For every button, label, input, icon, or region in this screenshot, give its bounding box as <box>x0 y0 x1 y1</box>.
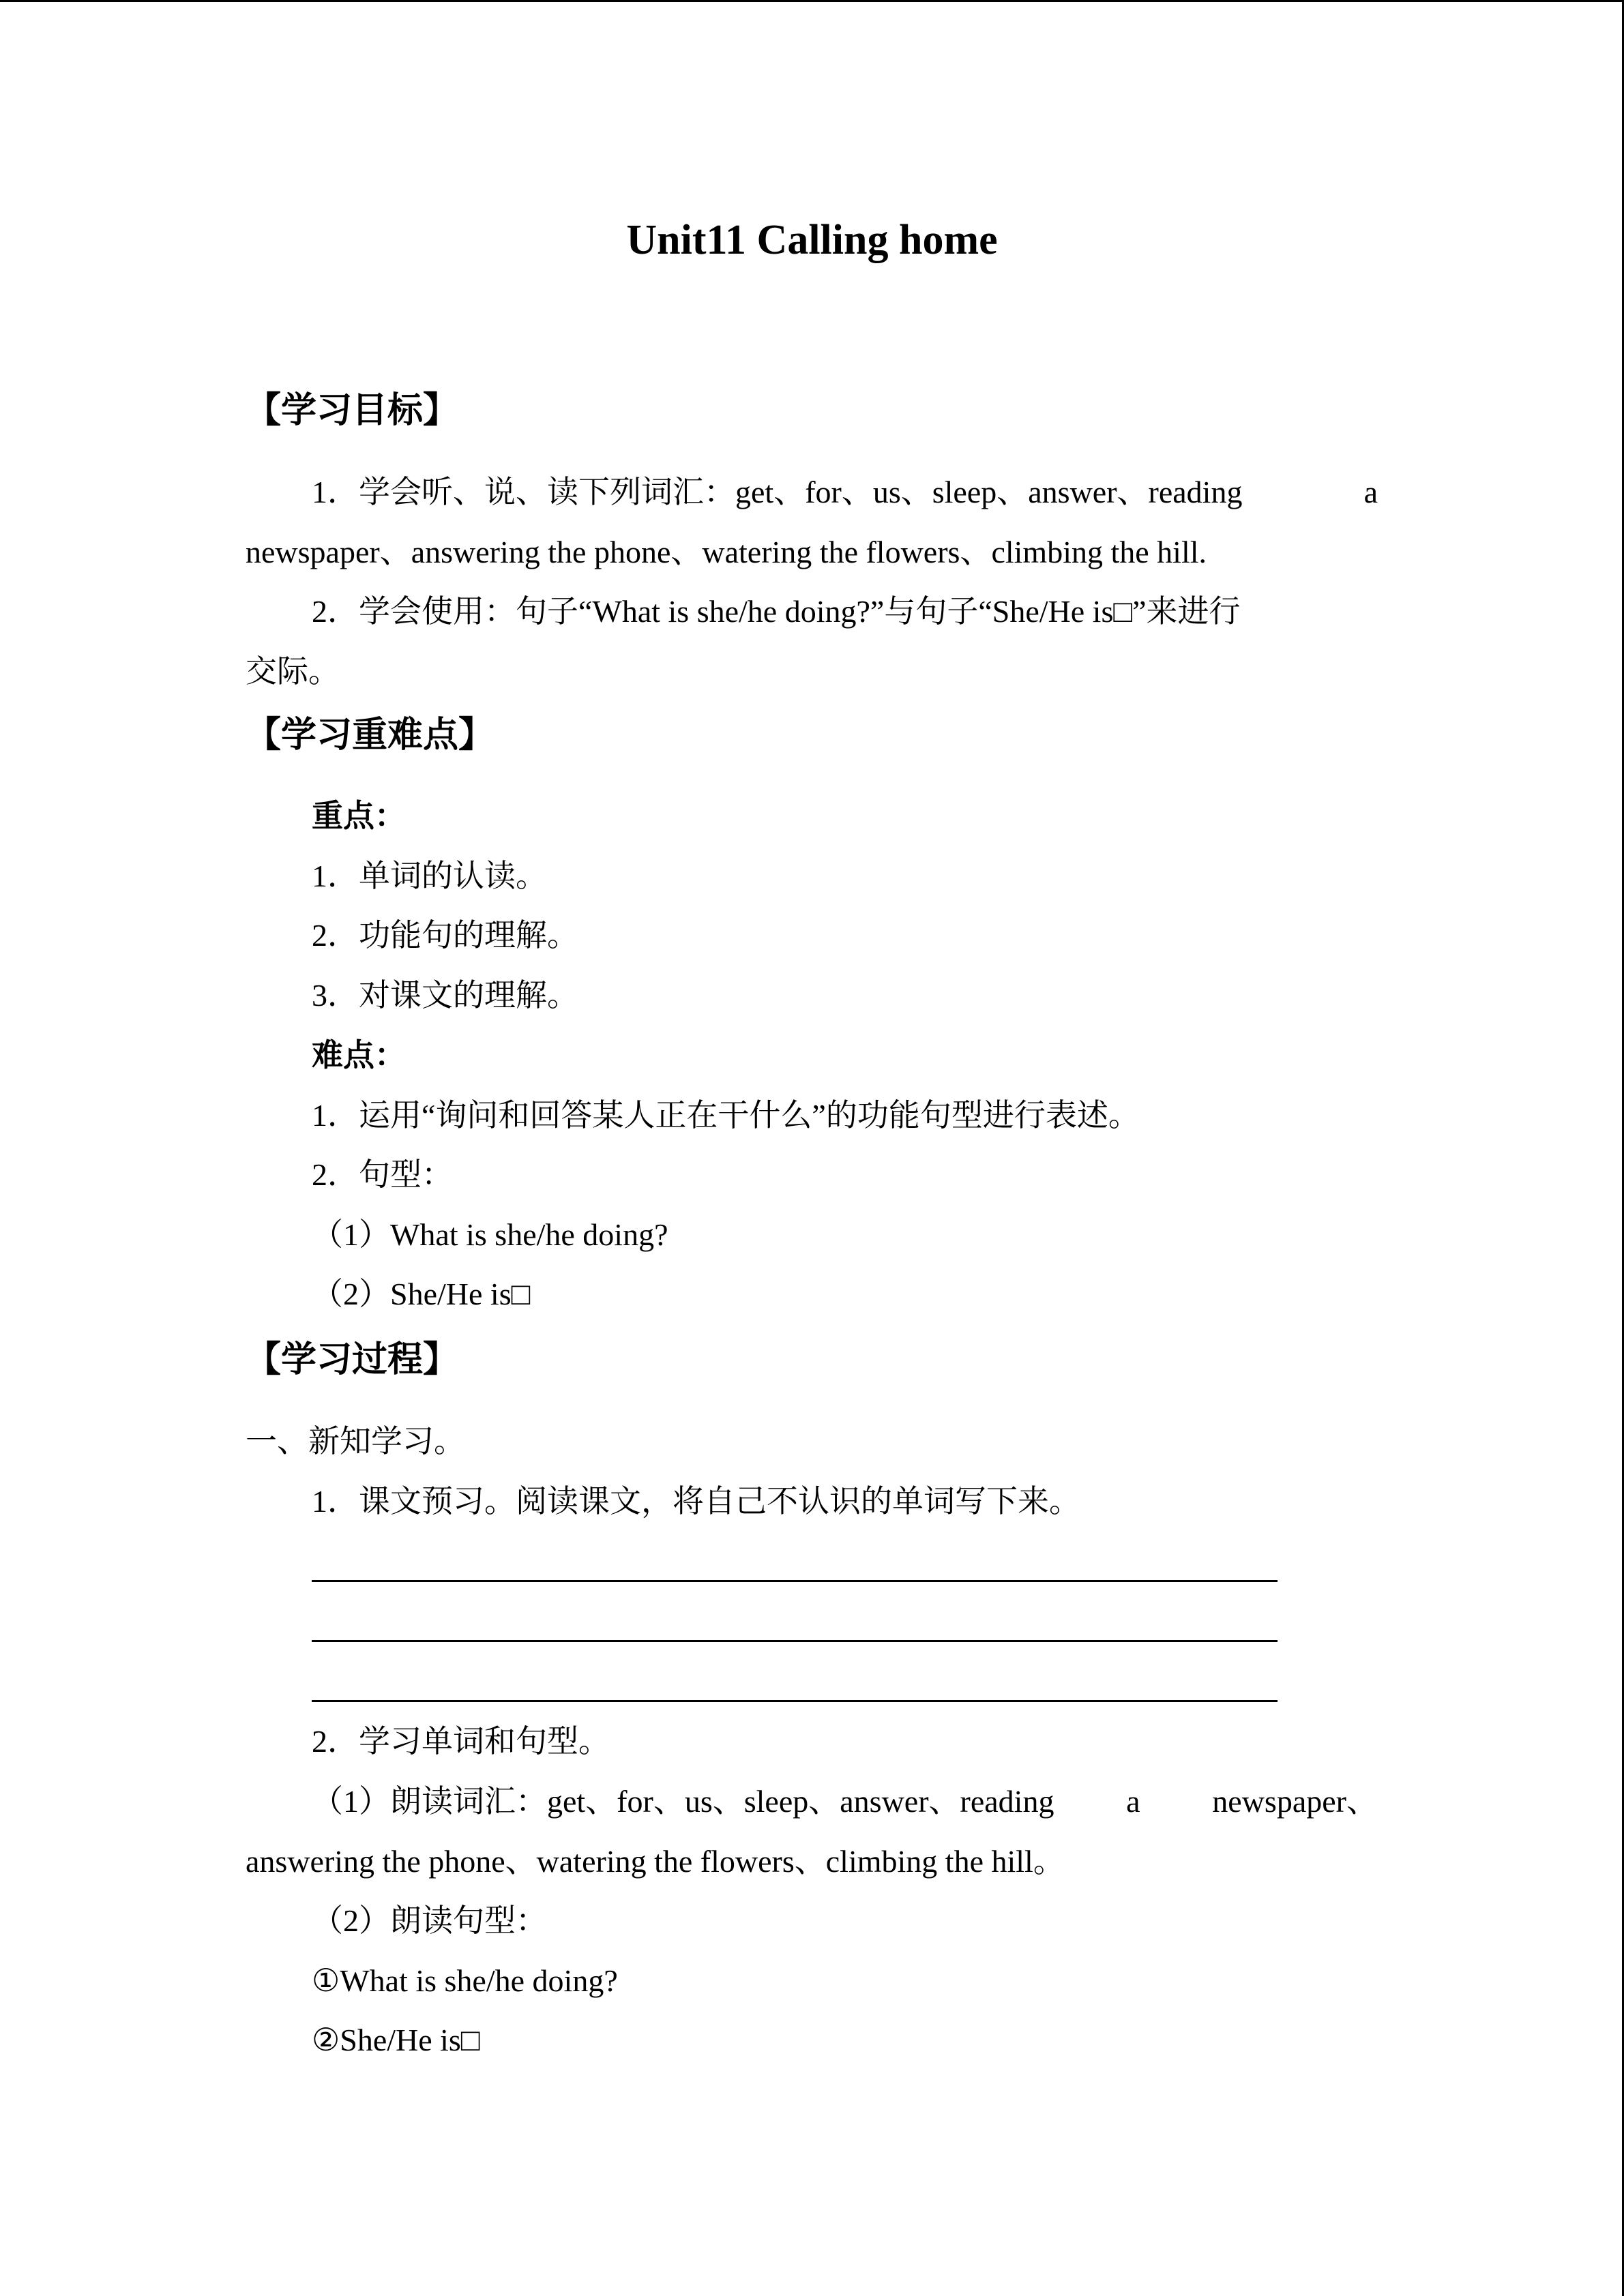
difficulty-item-3: （1）What is she/he doing? <box>312 1217 668 1252</box>
process-section-1: 一、新知学习。 <box>246 1424 465 1459</box>
answer-blank-line-3[interactable] <box>312 1700 1278 1702</box>
process-step-2: 2．学习单词和句型。 <box>312 1724 610 1759</box>
key-points-heading: 【学习重难点】 <box>246 716 494 755</box>
objective-item-1-article: a <box>1363 475 1378 509</box>
pattern-item-1: ①What is she/he doing? <box>312 1963 618 1998</box>
objective-item-2-line-2: 交际。 <box>246 654 340 689</box>
pattern-label: （2）朗读句型： <box>312 1903 547 1938</box>
objective-item-2-line-1: 2．学会使用：句子“What is she/he doing?”与句子“She/He is□”来进行 <box>312 594 1241 629</box>
difficulty-item-4: （2）She/He is□ <box>312 1277 531 1311</box>
focus-item-1: 1．单词的认读。 <box>312 859 547 893</box>
difficulty-label: 难点： <box>312 1038 406 1073</box>
page-title: Unit11 Calling home <box>626 217 998 263</box>
process-heading: 【学习过程】 <box>246 1341 459 1380</box>
page-border-top <box>0 0 1624 2</box>
objectives-heading: 【学习目标】 <box>246 391 459 430</box>
objective-item-1-line-1 <box>312 472 1378 513</box>
vocab-text: （1）朗读词汇：get、for、us、sleep、answer、reading <box>312 1784 1054 1819</box>
vocab-line-1 <box>312 1781 1378 1822</box>
focus-label: 重点： <box>312 799 406 833</box>
answer-blank-line-2[interactable] <box>312 1640 1278 1642</box>
vocab-line-2: answering the phone、watering the flowers、climbing the hill。 <box>246 1844 1065 1879</box>
focus-item-3: 3．对课文的理解。 <box>312 978 578 1013</box>
focus-item-2: 2．功能句的理解。 <box>312 918 578 953</box>
answer-blank-line-1[interactable] <box>312 1580 1278 1582</box>
process-step-1: 1．课文预习。阅读课文，将自己不认识的单词写下来。 <box>312 1484 1080 1519</box>
objective-item-1-line-2: newspaper、answering the phone、watering the flowers、climbing the hill. <box>246 535 1207 569</box>
objective-item-1-text: 1．学会听、说、读下列词汇：get、for、us、sleep、answer、reading <box>312 475 1243 509</box>
vocab-newspaper: newspaper、 <box>1212 1784 1378 1819</box>
pattern-item-2: ②She/He is□ <box>312 2023 480 2057</box>
difficulty-item-1: 1．运用“询问和回答某人正在干什么”的功能句型进行表述。 <box>312 1098 1140 1133</box>
vocab-article: a <box>1126 1784 1140 1819</box>
difficulty-item-2: 2．句型： <box>312 1157 453 1192</box>
